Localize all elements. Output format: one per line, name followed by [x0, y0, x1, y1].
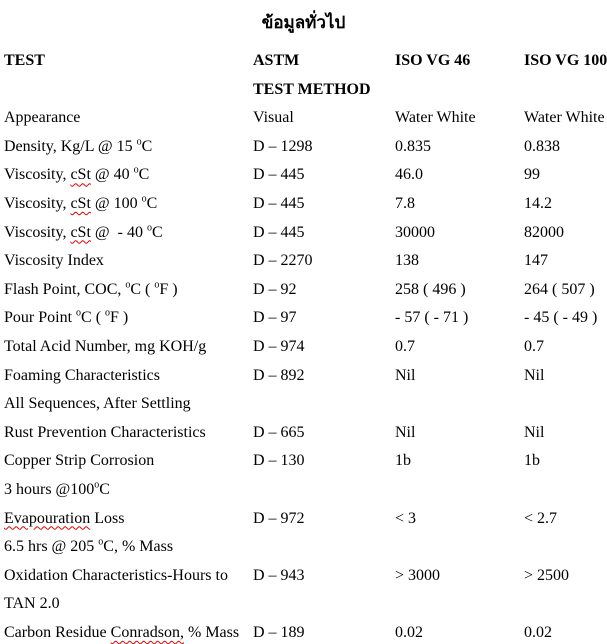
text-segment: C: [141, 137, 153, 155]
text-segment: o: [98, 536, 104, 548]
astm-cell: D – 189: [253, 623, 305, 641]
test-cell: [4, 362, 253, 391]
test-cell: [4, 104, 253, 133]
text-segment: C: [146, 194, 158, 212]
text-segment: Loss: [90, 509, 125, 527]
table-row: [0, 247, 607, 276]
text-segment: o: [94, 479, 100, 491]
text-segment: Viscosity Index: [4, 252, 104, 270]
text-segment: Foaming Characteristics: [4, 366, 160, 384]
text-segment: Oxidation Characteristics-Hours to: [4, 566, 228, 584]
vg46-cell: [395, 476, 524, 505]
test-cell: [4, 247, 253, 276]
text-segment: Viscosity,: [4, 166, 71, 184]
table-row: [0, 362, 607, 391]
text-segment: @ - 40: [90, 223, 147, 241]
vg100-cell: Nil: [524, 366, 545, 384]
astm-cell: [253, 590, 395, 619]
text-segment: All Sequences, After Settling: [4, 395, 191, 413]
vg100-cell: < 2.7: [524, 509, 558, 527]
header-test: TEST: [4, 52, 45, 69]
text-segment: C (: [130, 280, 155, 298]
text-segment: C: [99, 480, 110, 498]
test-cell: [4, 476, 253, 505]
vg100-cell: Nil: [524, 423, 545, 441]
vg46-cell: 1b: [395, 452, 411, 470]
text-segment: cSt: [70, 223, 91, 241]
text-segment: F ): [110, 309, 129, 327]
header-iso-vg-46: ISO VG 46: [395, 52, 471, 69]
vg46-cell: Nil: [395, 423, 416, 441]
vg46-cell: 0.7: [395, 337, 415, 355]
text-segment: cSt: [70, 166, 91, 184]
test-cell: [4, 447, 253, 476]
text-segment: @ 40: [90, 166, 134, 184]
text-segment: o: [76, 308, 82, 320]
table-row: [0, 505, 607, 534]
document-title: ข้อมูลทั่วไป: [261, 13, 346, 32]
text-segment: % Mass: [183, 623, 240, 641]
text-segment: Carbon Residue: [4, 623, 111, 641]
vg46-cell: Nil: [395, 366, 416, 384]
astm-cell: D – 445: [253, 194, 305, 212]
test-cell: [4, 533, 253, 562]
vg46-cell: [395, 533, 524, 562]
vg100-cell: 82000: [524, 223, 564, 241]
astm-cell: D – 130: [253, 452, 305, 470]
vg100-cell: > 2500: [524, 566, 570, 584]
text-segment: 3 hours @100: [4, 480, 95, 498]
vg46-cell: 138: [395, 252, 419, 270]
header-astm: ASTM: [253, 52, 300, 69]
vg100-cell: 264 ( 507 ): [524, 280, 595, 298]
text-segment: cSt: [70, 194, 91, 212]
text-segment: F ): [159, 280, 178, 298]
header-vg100-spacer: [524, 76, 607, 105]
test-cell: [4, 590, 253, 619]
vg100-cell: 147: [524, 252, 548, 270]
table-header-row-2: [0, 76, 607, 105]
astm-cell: D – 892: [253, 366, 305, 384]
vg100-cell: 14.2: [524, 194, 552, 212]
test-cell: [4, 161, 253, 190]
vg46-cell: [395, 390, 524, 419]
astm-cell: D – 445: [253, 166, 305, 184]
vg100-cell: 0.838: [524, 137, 560, 155]
text-segment: 6.5 hrs @ 205: [4, 538, 99, 556]
text-segment: @ 100: [90, 194, 142, 212]
test-cell: [4, 419, 253, 448]
text-segment: Evapouration: [4, 509, 91, 527]
table-row: [0, 476, 607, 505]
table-row: [0, 533, 607, 562]
text-segment: Pour Point: [4, 309, 77, 327]
vg46-cell: 0.02: [395, 623, 423, 641]
astm-cell: D – 974: [253, 337, 305, 355]
text-segment: C: [151, 223, 163, 241]
vg46-cell: > 3000: [395, 566, 441, 584]
astm-cell: D – 1298: [253, 137, 313, 155]
vg46-cell: 0.835: [395, 137, 431, 155]
vg46-cell: < 3: [395, 509, 417, 527]
vg46-cell: 30000: [395, 223, 435, 241]
text-segment: Total Acid Number, mg KOH/g: [4, 337, 207, 355]
vg100-cell: 99: [524, 166, 540, 184]
astm-cell: D – 2270: [253, 252, 313, 270]
astm-cell: [253, 533, 395, 562]
astm-cell: D – 445: [253, 223, 305, 241]
header-vg46-spacer: [395, 76, 524, 105]
vg46-cell: 7.8: [395, 194, 415, 212]
text-segment: o: [105, 308, 111, 320]
text-segment: o: [136, 136, 142, 148]
table-row: [0, 562, 607, 591]
test-cell: [4, 505, 253, 534]
test-cell: [4, 562, 253, 591]
vg46-cell: [395, 590, 524, 619]
table-row: [0, 304, 607, 333]
test-cell: [4, 219, 253, 248]
header-test-method: TEST METHOD: [253, 80, 371, 98]
text-segment: Density, Kg/L @ 15: [4, 137, 137, 155]
text-segment: Conradson,: [110, 623, 184, 641]
text-segment: o: [154, 279, 160, 291]
text-segment: TAN 2.0: [4, 595, 60, 613]
test-cell: [4, 190, 253, 219]
text-segment: Flash Point, COC,: [4, 280, 126, 298]
table-row: [0, 333, 607, 362]
text-segment: o: [125, 279, 131, 291]
text-segment: o: [146, 222, 152, 234]
test-cell: [4, 133, 253, 162]
vg100-cell: 0.02: [524, 623, 552, 641]
text-segment: Appearance: [4, 109, 81, 127]
text-segment: C: [138, 166, 150, 184]
test-cell: [4, 390, 253, 419]
vg46-cell: 258 ( 496 ): [395, 280, 466, 298]
astm-cell: D – 92: [253, 280, 297, 298]
text-segment: C (: [81, 309, 106, 327]
astm-cell: [253, 390, 395, 419]
text-segment: o: [141, 193, 147, 205]
table-header-row-1: [0, 47, 607, 76]
vg46-cell: 46.0: [395, 166, 423, 184]
table-row: [0, 133, 607, 162]
vg100-cell: 0.7: [524, 337, 544, 355]
test-cell: [4, 276, 253, 305]
text-segment: Rust Prevention Characteristics: [4, 423, 206, 441]
table-body: [0, 104, 607, 644]
text-segment: Viscosity,: [4, 194, 71, 212]
table-row: [0, 390, 607, 419]
vg100-cell: - 45 ( - 49 ): [524, 309, 598, 327]
vg100-cell: 1b: [524, 452, 540, 470]
test-cell: [4, 619, 253, 644]
table-row: [0, 190, 607, 219]
text-segment: o: [133, 165, 139, 177]
header-test-spacer: [4, 76, 253, 105]
text-segment: C, % Mass: [103, 538, 174, 556]
table-row: [0, 219, 607, 248]
astm-cell: D – 97: [253, 309, 297, 327]
vg100-cell: [524, 590, 607, 619]
astm-cell: D – 665: [253, 423, 305, 441]
table-row: [0, 104, 607, 133]
table-row: [0, 161, 607, 190]
test-cell: [4, 304, 253, 333]
table-row: [0, 447, 607, 476]
astm-cell: D – 972: [253, 509, 305, 527]
astm-cell: D – 943: [253, 566, 305, 584]
vg100-cell: [524, 390, 607, 419]
astm-cell: Visual: [253, 109, 294, 127]
table-row: [0, 590, 607, 619]
text-segment: Viscosity,: [4, 223, 71, 241]
vg46-cell: - 57 ( - 71 ): [395, 309, 469, 327]
table-row: [0, 619, 607, 644]
vg100-cell: Water White: [524, 109, 605, 127]
vg100-cell: [524, 533, 607, 562]
header-iso-vg-100: ISO VG 100: [524, 52, 607, 69]
test-cell: [4, 333, 253, 362]
table-row: [0, 276, 607, 305]
vg100-cell: [524, 476, 607, 505]
vg46-cell: Water White: [395, 109, 476, 127]
table-row: [0, 419, 607, 448]
astm-cell: [253, 476, 395, 505]
text-segment: Copper Strip Corrosion: [4, 452, 155, 470]
